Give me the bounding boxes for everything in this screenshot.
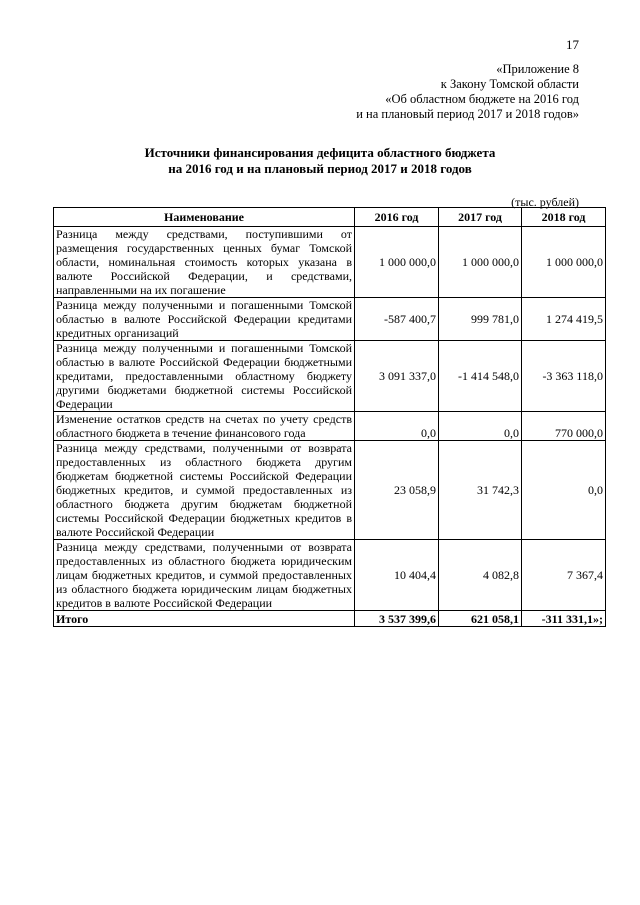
table-header-row [54, 208, 606, 227]
table-row [54, 441, 606, 540]
table-row [54, 341, 606, 412]
value-2018: 1 000 000,0 [522, 227, 606, 298]
value-2017: 999 781,0 [439, 298, 522, 341]
document-title [0, 145, 640, 177]
total-label: Итого [54, 611, 355, 627]
value-2018: -3 363 118,0 [522, 341, 606, 412]
value-2018: 1 274 419,5 [522, 298, 606, 341]
title-line-1: Источники финансирования дефицита областного бюджета [144, 145, 496, 160]
value-2016: 1 000 000,0 [355, 227, 439, 298]
total-2017: 621 058,1 [439, 611, 522, 627]
value-2016: 10 404,4 [355, 540, 439, 611]
total-2018: -311 331,1»; [522, 611, 606, 627]
header-2017: 2017 год [439, 208, 522, 227]
appendix-line: к Закону Томской области [440, 77, 579, 91]
row-name: Изменение остатков средств на счетах по учету средств областного бюджета в течение финансового года [54, 412, 355, 441]
table-row [54, 227, 606, 298]
header-2018: 2018 год [522, 208, 606, 227]
row-name: Разница между полученными и погашенными Томской областью в валюте Российской Федерации бюджетными кредитами, предоставленными областному бюджету другими бюджетами бюджетной системы Российской Федерации [54, 341, 355, 412]
value-2018: 7 367,4 [522, 540, 606, 611]
header-name: Наименование [54, 208, 355, 227]
value-2017: 31 742,3 [439, 441, 522, 540]
appendix-line: и на плановый период 2017 и 2018 годов» [356, 107, 579, 121]
table-row [54, 412, 606, 441]
header-2016: 2016 год [355, 208, 439, 227]
page-number: 17 [566, 37, 579, 52]
value-2017: -1 414 548,0 [439, 341, 522, 412]
appendix-line: «Приложение 8 [496, 62, 579, 76]
value-2016: 0,0 [355, 412, 439, 441]
row-name: Разница между средствами, поступившими от размещения государственных ценных бумаг Томской области, номинальная стоимость которых указана в валюте Российской Федерации, и средствами, направленными на их погашение [54, 227, 355, 298]
appendix-header [356, 62, 579, 122]
table-row [54, 540, 606, 611]
total-row [54, 611, 606, 627]
value-2018: 770 000,0 [522, 412, 606, 441]
value-2016: -587 400,7 [355, 298, 439, 341]
title-line-2: на 2016 год и на плановый период 2017 и 2018 годов [168, 161, 472, 176]
value-2017: 4 082,8 [439, 540, 522, 611]
table-row [54, 298, 606, 341]
row-name: Разница между средствами, полученными от возврата предоставленных из областного бюджета другим бюджетам бюджетной системы Российской Федерации бюджетных кредитов, и суммой предоставленных из областного бюджета другим бюджетам бюджетной системы Российской Федерации бюджетных кредитов в валюте Российской Федерации [54, 441, 355, 540]
value-2017: 1 000 000,0 [439, 227, 522, 298]
value-2018: 0,0 [522, 441, 606, 540]
value-2016: 23 058,9 [355, 441, 439, 540]
total-2016: 3 537 399,6 [355, 611, 439, 627]
appendix-line: «Об областном бюджете на 2016 год [385, 92, 579, 106]
row-name: Разница между средствами, полученными от возврата предоставленных из областного бюджета юридическим лицам бюджетных кредитов, и суммой предоставленных из областного бюджета юридическим лицам бюджетных кредитов в валюте Российской Федерации [54, 540, 355, 611]
value-2017: 0,0 [439, 412, 522, 441]
units-label: (тыс. рублей) [511, 195, 579, 209]
row-name: Разница между полученными и погашенными Томской областью в валюте Российской Федерации кредитами кредитных организаций [54, 298, 355, 341]
value-2016: 3 091 337,0 [355, 341, 439, 412]
financing-sources-table [53, 207, 606, 627]
